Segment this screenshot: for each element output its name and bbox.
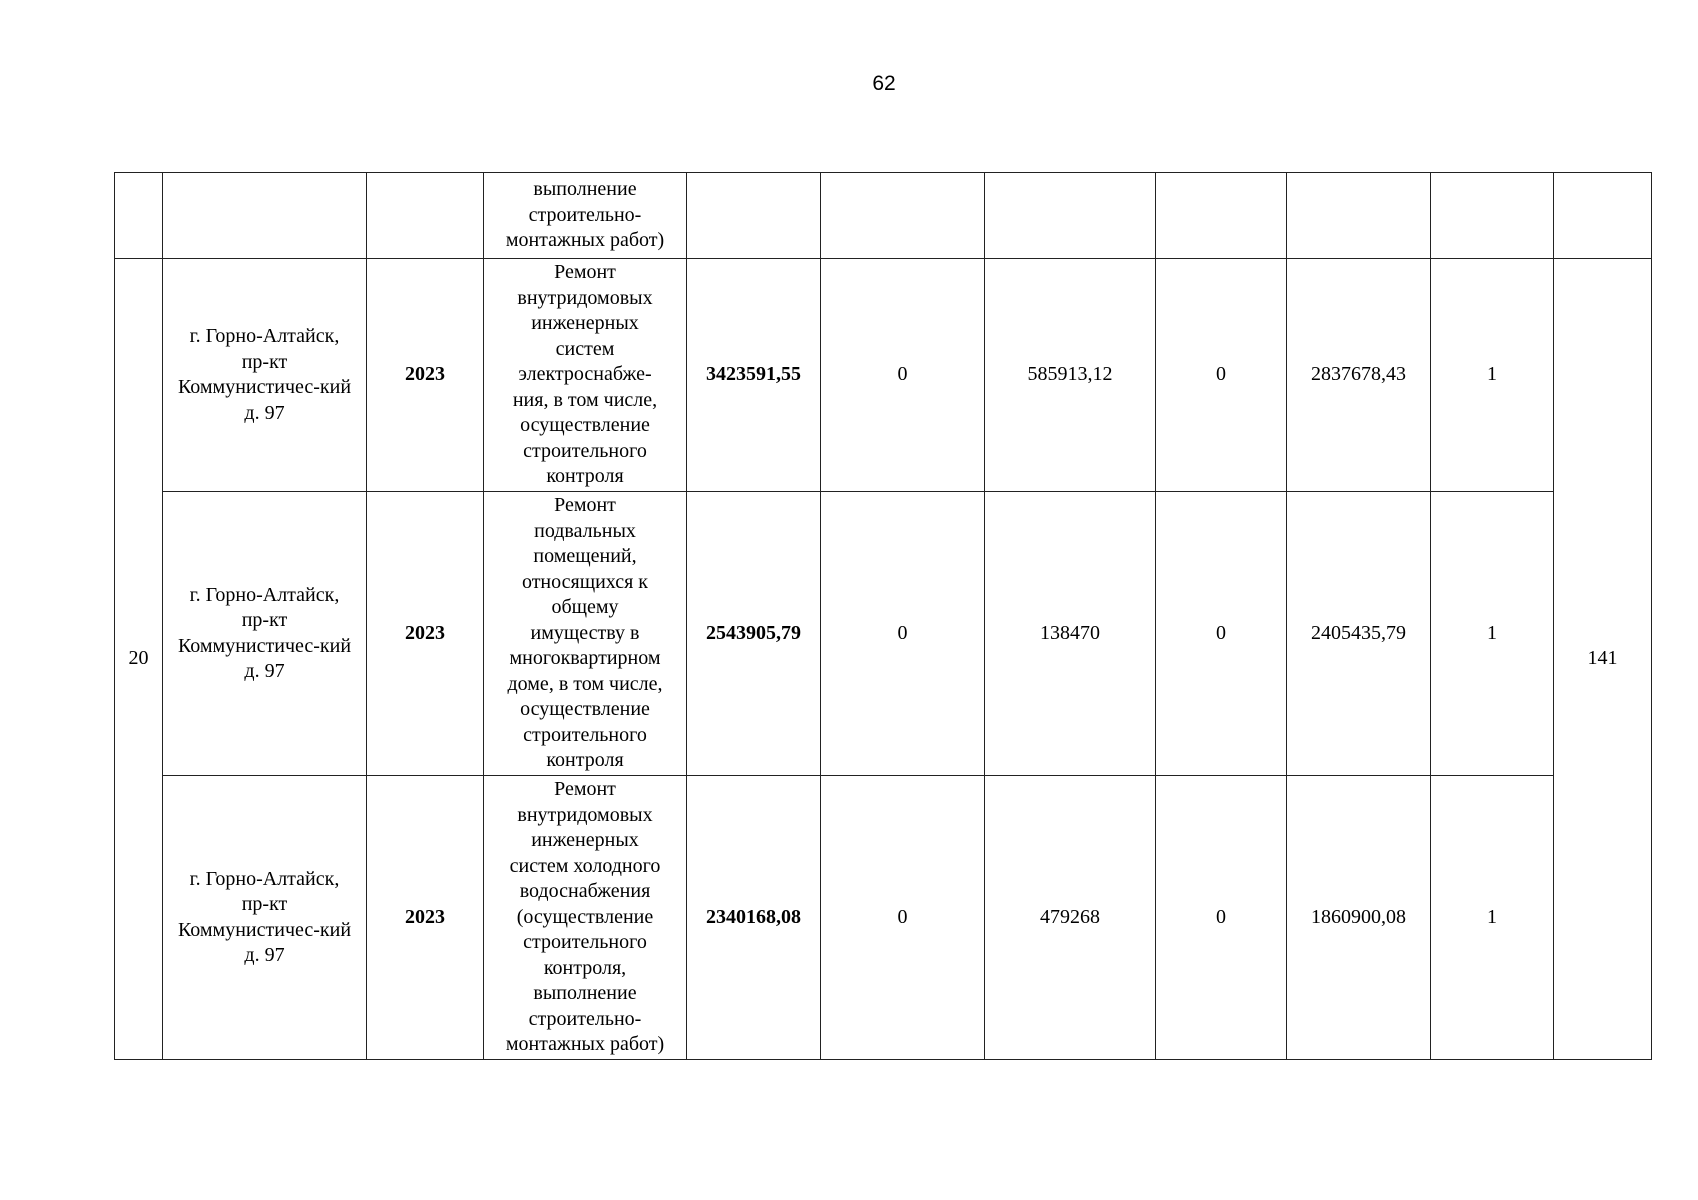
cell-year xyxy=(367,173,484,259)
cell-c1: 0 xyxy=(821,776,985,1060)
cell-c2: 479268 xyxy=(985,776,1156,1060)
cell-c1: 0 xyxy=(821,259,985,492)
cell-total: 2340168,08 xyxy=(687,776,821,1060)
cell-work: Ремонт подвальных помещений, относящихся к общему имуществу в многоквартирном доме, в том числе, осуществление строительного контроля xyxy=(484,492,687,776)
table-row xyxy=(115,259,1652,492)
cell-total xyxy=(687,173,821,259)
cell-work: Ремонт внутридомовых инженерных систем холодного водоснабжения (осуществление строительного контроля, выполнение строительно- монтажных работ) xyxy=(484,776,687,1060)
cell-c2: 585913,12 xyxy=(985,259,1156,492)
cell-c3: 0 xyxy=(1156,776,1287,1060)
cell-address xyxy=(163,173,367,259)
cell-c3 xyxy=(1156,173,1287,259)
cell-last xyxy=(1554,173,1652,259)
cell-c5: 1 xyxy=(1431,259,1554,492)
cell-work: выполнение строительно- монтажных работ) xyxy=(484,173,687,259)
cell-c1: 0 xyxy=(821,492,985,776)
page-number: 62 xyxy=(872,72,896,95)
cell-c5: 1 xyxy=(1431,776,1554,1060)
cell-c4: 2405435,79 xyxy=(1287,492,1431,776)
cell-year: 2023 xyxy=(367,492,484,776)
cell-c5 xyxy=(1431,173,1554,259)
cell-c2 xyxy=(985,173,1156,259)
cell-total: 2543905,79 xyxy=(687,492,821,776)
cell-address: г. Горно-Алтайск, пр-кт Коммунистичес-кий д. 97 xyxy=(163,259,367,492)
cell-c3: 0 xyxy=(1156,259,1287,492)
cell-address: г. Горно-Алтайск, пр-кт Коммунистичес-кий д. 97 xyxy=(163,776,367,1060)
table-row-continuation xyxy=(115,173,1652,259)
works-table xyxy=(114,172,1652,1060)
cell-c5: 1 xyxy=(1431,492,1554,776)
cell-address: г. Горно-Алтайск, пр-кт Коммунистичес-кий д. 97 xyxy=(163,492,367,776)
cell-c4: 2837678,43 xyxy=(1287,259,1431,492)
cell-c4 xyxy=(1287,173,1431,259)
cell-group-number: 20 xyxy=(115,259,163,1060)
cell-year: 2023 xyxy=(367,259,484,492)
cell-work: Ремонт внутридомовых инженерных систем электроснабже- ния, в том числе, осуществление строительного контроля xyxy=(484,259,687,492)
cell-group-last: 141 xyxy=(1554,259,1652,1060)
cell-number xyxy=(115,173,163,259)
cell-c4: 1860900,08 xyxy=(1287,776,1431,1060)
cell-c3: 0 xyxy=(1156,492,1287,776)
cell-c2: 138470 xyxy=(985,492,1156,776)
table-row xyxy=(115,492,1652,776)
cell-c1 xyxy=(821,173,985,259)
cell-year: 2023 xyxy=(367,776,484,1060)
cell-total: 3423591,55 xyxy=(687,259,821,492)
table-row xyxy=(115,776,1652,1060)
